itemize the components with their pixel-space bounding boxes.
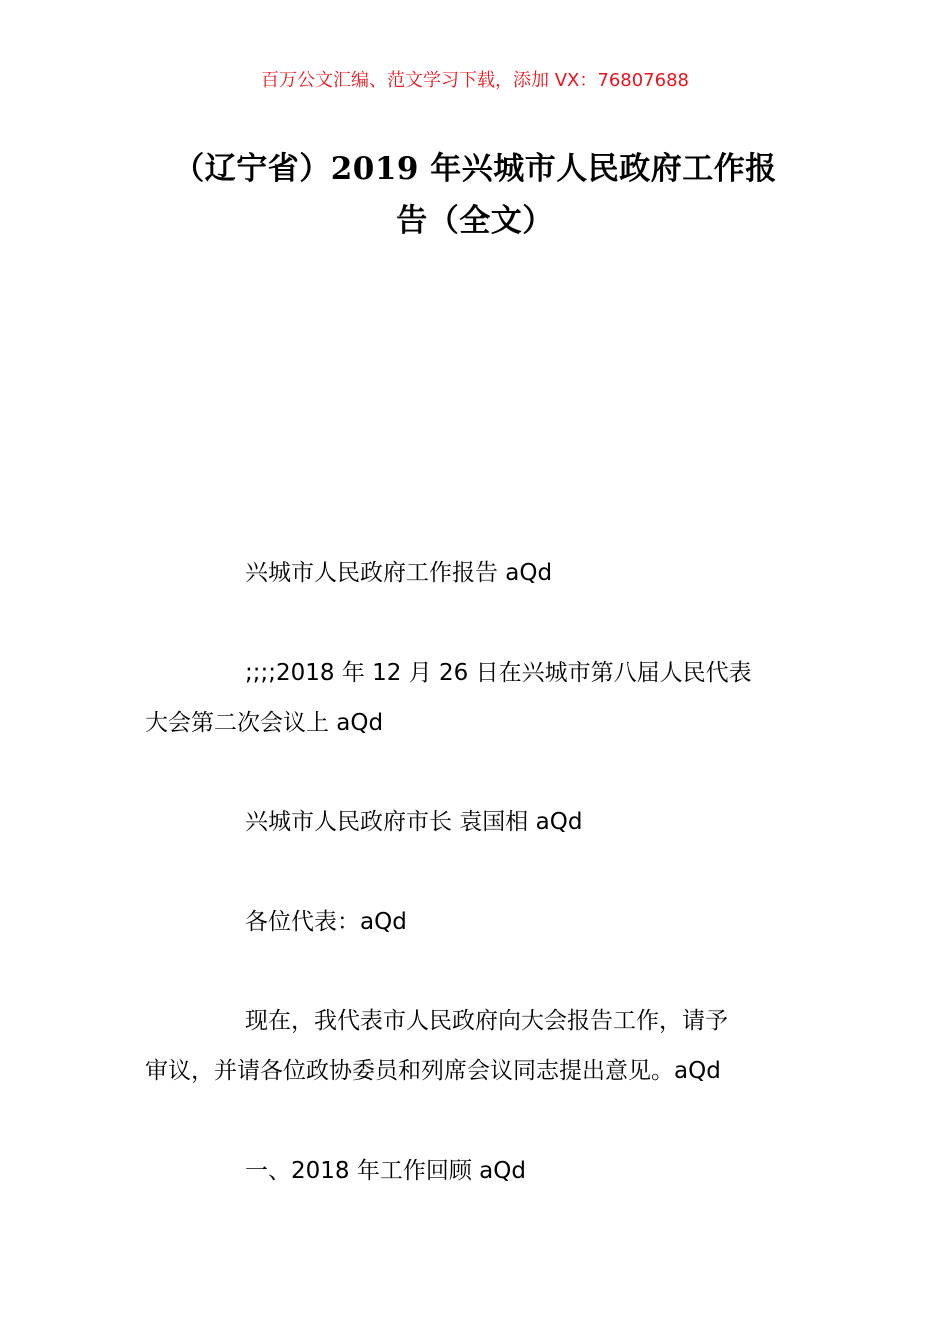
title-main: 年兴城市人民政府工作报 <box>418 151 777 187</box>
watermark-header: 百万公文汇编、范文学习下载，添加 VX：76807688 <box>261 70 689 91</box>
paragraph-report-heading <box>145 548 810 598</box>
title-year: 2019 <box>330 151 419 187</box>
paragraph-line: 各位代表：aQd <box>245 909 407 935</box>
title-line-1 <box>143 143 807 195</box>
paragraph-line: 一、2018 年工作回顾 aQd <box>245 1158 526 1184</box>
paragraph-salutation <box>145 897 810 947</box>
paragraph-line: 兴城市人民政府市长 袁国相 aQd <box>245 809 583 835</box>
paragraph-mayor <box>145 797 810 847</box>
paragraph-line: 大会第二次会议上 aQd <box>145 710 384 736</box>
title-province: （辽宁省） <box>173 151 331 187</box>
paragraph-line: ;;;;2018 年 12 月 26 日在兴城市第八届人民代表 <box>245 660 752 686</box>
paragraph-line: 审议，并请各位政协委员和列席会议同志提出意见。aQd <box>145 1058 721 1084</box>
paragraph-meeting-date <box>145 648 810 748</box>
section-heading-2018-review <box>145 1146 810 1196</box>
document-title <box>143 143 807 247</box>
paragraph-line: 兴城市人民政府工作报告 aQd <box>245 560 553 586</box>
paragraph-line: 现在，我代表市人民政府向大会报告工作，请予 <box>245 1008 728 1034</box>
title-line-2: 告（全文） <box>396 203 554 239</box>
paragraph-opening <box>145 996 810 1096</box>
